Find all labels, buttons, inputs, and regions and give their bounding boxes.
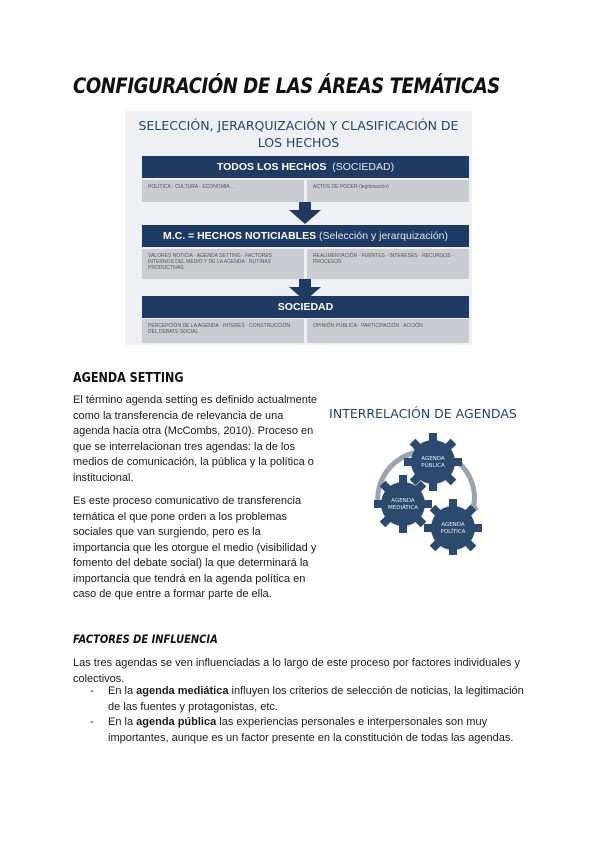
list-dash: - xyxy=(90,685,94,697)
gear-public-label-2: PÚBLICA xyxy=(421,463,445,469)
gear-politics-label-2: POLÍTICA xyxy=(440,529,466,535)
level-newsworthy-left-cell: VALORES NOTICIA · AGENDA SETTING · FACTORES INTERNOS DEL MEDIO Y DE LA AGENDA · RUTINAS PRODUCTIVAS xyxy=(142,249,304,279)
list-item: - En la agenda pública las experiencias personales e interpersonales son muy importantes, aunque es un factor presente en la constitución de todas las agendas. xyxy=(90,716,514,744)
gears-graphic xyxy=(323,400,523,555)
paragraph-process: Es este proceso comunicativo de transferencia temática el que pone orden a los problemas sociales que van surgiendo, pero es la importancia que les otorgue el medio (visibilidad y fomento del debate social) la que determinará la importancia que tendrá en la agenda política en caso de que entre a formar parte de ella. xyxy=(73,495,317,600)
paragraph-factors-intro: Las tres agendas se ven influenciadas a lo largo de este proceso por factores individuales y colectivos. xyxy=(73,657,520,685)
level-all-facts-right-cell: ACTOS DE PODER (legitimación) xyxy=(307,180,469,202)
gear-media-icon xyxy=(374,475,432,533)
down-arrow-icon xyxy=(289,210,321,224)
list-dash: - xyxy=(90,716,94,728)
level-newsworthy-bar: M.C. = HECHOS NOTICIABLES (Selección y jerarquización) xyxy=(142,225,469,247)
gear-public-icon xyxy=(404,433,462,491)
page-title: CONFIGURACIÓN DE LAS ÁREAS TEMÁTICAS xyxy=(73,74,500,98)
level-society-right-cell: OPINIÓN PÚBLICA · PARTICIPACIÓN · ACCIÓN xyxy=(307,319,469,343)
gear-media-label-1: AGENDA xyxy=(391,498,415,504)
factors-list xyxy=(73,684,533,746)
gear-public-label-1: AGENDA xyxy=(421,456,445,462)
diagram-title: INTERRELACIÓN DE AGENDAS xyxy=(329,406,517,421)
agenda-interrelation-diagram xyxy=(323,400,523,555)
list-item: - En la agenda mediática influyen los criterios de selección de noticias, la legitimación de las fuentes y protagonistas, etc. xyxy=(90,685,524,713)
section-heading-factors: FACTORES DE INFLUENCIA xyxy=(73,632,218,646)
diagram-title: SELECCIÓN, JERARQUIZACIÓN Y CLASIFICACIÓN DE LOS HECHOS xyxy=(138,118,459,150)
selection-hierarchy-diagram xyxy=(125,111,472,345)
level-all-facts-left-cell: POLÍTICA · CULTURA · ECONOMÍA ... xyxy=(142,180,304,202)
level-newsworthy-right-cell: REALIMENTACIÓN · FUENTES · INTERESES · RECURSOS · PROCESOS xyxy=(307,249,469,279)
level-society-bar: SOCIEDAD xyxy=(142,296,469,318)
level-all-facts-bar: TODOS LOS HECHOS (SOCIEDAD) xyxy=(142,156,469,178)
paragraph-definition: El término agenda setting es definido actualmente como la transferencia de relevancia de una agenda hacia otra (McCombs, 2010). Proceso en que se interrelacionan tres agendas: la de los medios de comunicación, la pública y la política o institucional. xyxy=(73,394,317,484)
gear-politics-label-1: AGENDA xyxy=(441,522,465,528)
section-heading-agenda-setting: AGENDA SETTING xyxy=(73,371,184,386)
level-society-left-cell: PERCEPCIÓN DE LA AGENDA · INTERÉS · CONSTRUCCIÓN DEL DEBATE SOCIAL xyxy=(142,319,304,343)
gear-media-label-2: MEDIÁTICA xyxy=(388,505,418,511)
